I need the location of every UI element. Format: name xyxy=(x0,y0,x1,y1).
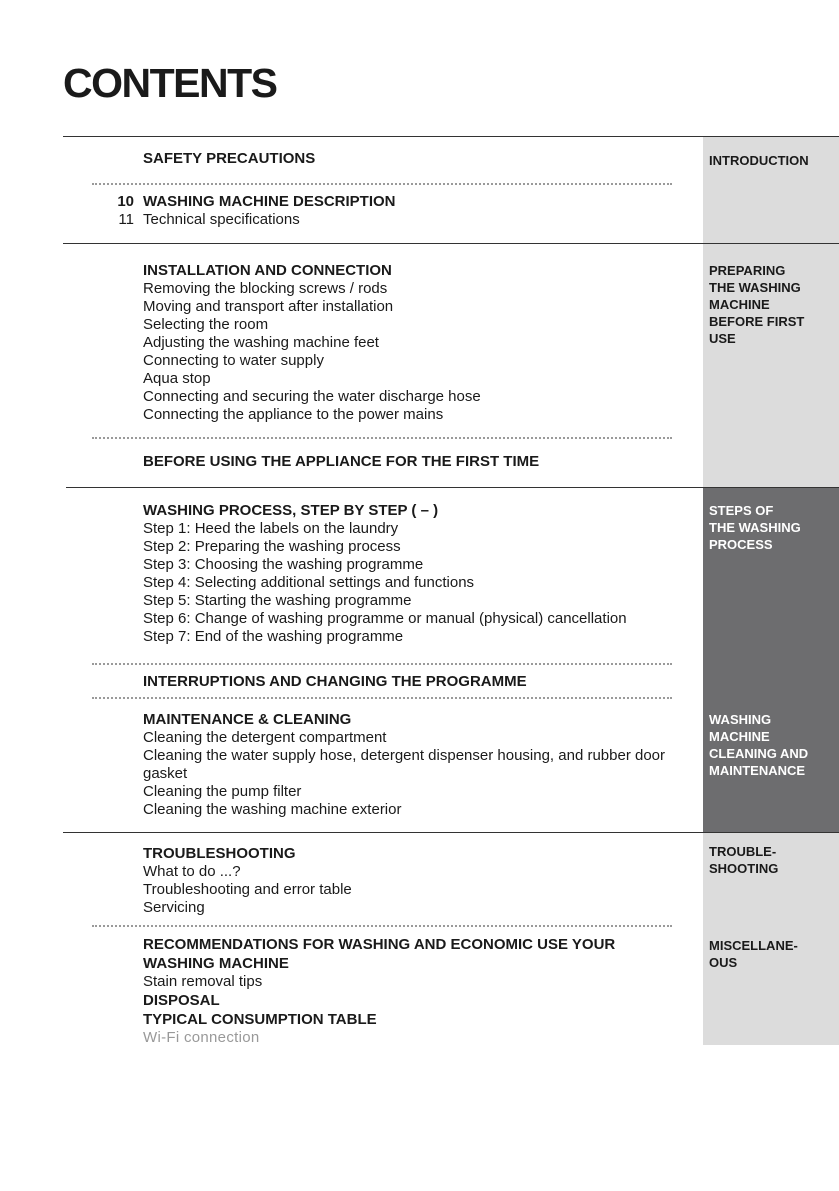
toc-entry[interactable]: Cleaning the detergent compartment xyxy=(143,729,387,746)
toc-tech xyxy=(143,211,693,229)
toc-entry-wifi[interactable]: Wi-Fi connection xyxy=(143,1029,260,1046)
toc-entry-maintenance-heading[interactable]: MAINTENANCE & CLEANING xyxy=(143,711,352,728)
toc-entry[interactable]: Cleaning the water supply hose, detergent dispenser housing, and rubber door gasket xyxy=(143,747,666,782)
toc-entry-disposal[interactable]: DISPOSAL xyxy=(143,992,220,1009)
toc-interruptions xyxy=(143,673,693,691)
toc-entry[interactable]: Step 3: Choosing the washing programme xyxy=(143,556,424,573)
toc-entry[interactable]: Selecting the room xyxy=(143,316,269,333)
side-panel-troubleshooting xyxy=(703,833,839,1045)
toc-entry-installation-heading[interactable]: INSTALLATION AND CONNECTION xyxy=(143,262,392,279)
toc-entry[interactable]: Cleaning the washing machine exterior xyxy=(143,801,402,818)
dotted-separator xyxy=(92,663,672,665)
toc-entry[interactable]: Connecting the appliance to the power mains xyxy=(143,406,444,423)
dotted-separator xyxy=(92,697,672,699)
toc-intro xyxy=(143,150,693,168)
toc-entry[interactable]: Step 2: Preparing the washing process xyxy=(143,538,401,555)
dotted-separator xyxy=(92,437,672,439)
toc-entry-before-first-use[interactable]: BEFORE USING THE APPLIANCE FOR THE FIRST TIME xyxy=(143,453,540,470)
dotted-separator xyxy=(92,925,672,927)
dotted-separator xyxy=(92,183,672,185)
toc-entry[interactable]: Step 6: Change of washing programme or manual (physical) cancellation xyxy=(143,610,627,627)
toc-entry-interruptions[interactable]: INTERRUPTIONS AND CHANGING THE PROGRAMME xyxy=(143,673,527,690)
toc-entry-consumption-table[interactable]: TYPICAL CONSUMPTION TABLE xyxy=(143,1011,377,1028)
page-number: 11 xyxy=(118,211,134,228)
toc-before-first xyxy=(143,453,693,471)
toc-entry-stain-removal[interactable]: Stain removal tips xyxy=(143,973,263,990)
side-label-miscellaneous: MISCELLANE- OUS xyxy=(709,938,798,970)
toc-misc xyxy=(143,935,683,1047)
side-label-steps: STEPS OF THE WASHING PROCESS xyxy=(709,503,801,552)
toc-entry[interactable]: Aqua stop xyxy=(143,370,211,387)
toc-entry-technical-specifications[interactable]: Technical specifications xyxy=(143,211,300,228)
toc-entry[interactable]: Connecting and securing the water discharge hose xyxy=(143,388,481,405)
toc-entry[interactable]: Cleaning the pump filter xyxy=(143,783,302,800)
toc-entry[interactable]: Step 5: Starting the washing programme xyxy=(143,592,412,609)
toc-entry[interactable]: Step 1: Heed the labels on the laundry xyxy=(143,520,399,537)
toc-entry-recommendations[interactable]: RECOMMENDATIONS FOR WASHING AND ECONOMIC USE YOUR WASHING MACHINE xyxy=(143,936,616,972)
toc-entry-washing-process-heading[interactable]: WASHING PROCESS, STEP BY STEP ( – ) xyxy=(143,502,439,519)
toc-entry[interactable]: Troubleshooting and error table xyxy=(143,881,352,898)
toc-steps xyxy=(143,502,693,646)
side-label-troubleshooting: TROUBLE- SHOOTING xyxy=(709,844,779,876)
toc-troubleshooting xyxy=(143,845,693,917)
toc-entry[interactable]: What to do ...? xyxy=(143,863,241,880)
side-label-maintenance: WASHING MACHINE CLEANING AND MAINTENANCE xyxy=(709,712,809,778)
side-panel-steps xyxy=(703,488,839,832)
toc-description xyxy=(143,193,693,211)
toc-entry[interactable]: Moving and transport after installation xyxy=(143,298,394,315)
side-panel-introduction xyxy=(703,137,839,243)
toc-entry-troubleshooting-heading[interactable]: TROUBLESHOOTING xyxy=(143,845,296,862)
toc-entry[interactable]: Removing the blocking screws / rods xyxy=(143,280,388,297)
side-panel-preparing xyxy=(703,244,839,487)
toc-entry[interactable]: Step 4: Selecting additional settings and functions xyxy=(143,574,475,591)
toc-entry[interactable]: Connecting to water supply xyxy=(143,352,324,369)
toc-entry[interactable]: Servicing xyxy=(143,899,205,916)
toc-entry-safety-precautions[interactable]: SAFETY PRECAUTIONS xyxy=(143,150,316,167)
side-label-introduction: INTRODUCTION xyxy=(709,153,809,168)
toc-installation xyxy=(143,262,693,424)
page-number: 10 xyxy=(117,193,134,210)
toc-maintenance xyxy=(143,711,673,819)
page-title: CONTENTS xyxy=(63,60,277,106)
toc-entry[interactable]: Step 7: End of the washing programme xyxy=(143,628,404,645)
toc-entry[interactable]: Adjusting the washing machine feet xyxy=(143,334,379,351)
side-label-preparing: PREPARING THE WASHING MACHINE BEFORE FIRST USE xyxy=(709,263,805,346)
toc-entry-machine-description[interactable]: WASHING MACHINE DESCRIPTION xyxy=(143,193,396,210)
